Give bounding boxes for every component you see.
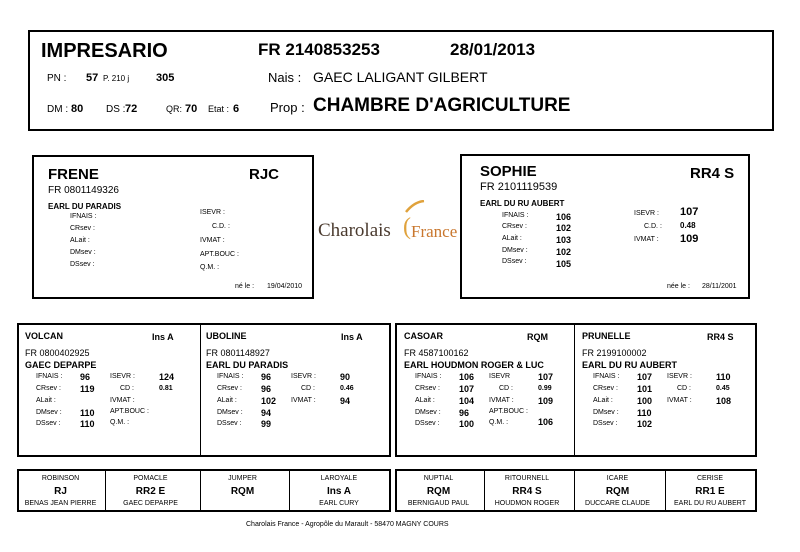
gp-alait-value: 100	[637, 396, 653, 406]
dam-crsev-value: 102	[556, 223, 572, 233]
gp-dssev-label: DSsev :	[217, 420, 242, 427]
sire-ifnais-label: IFNAIS :	[70, 213, 97, 220]
dam-qualification: RR4 S	[690, 165, 735, 182]
dam-ivmat-value: 109	[680, 233, 699, 245]
paternal-grandparents-box	[17, 323, 391, 457]
gp-ifnais-value: 106	[459, 372, 475, 382]
gp-alait-label: ALait :	[593, 397, 613, 404]
gp-breeder: EARL DU RU AUBERT	[582, 360, 678, 370]
gp-dmsev-label: DMsev :	[217, 409, 243, 416]
etat-label: Etat :	[208, 104, 230, 114]
ds-label: DS :	[106, 104, 126, 115]
dam-breeder: EARL DU RU AUBERT	[480, 199, 565, 208]
gp-qualification: RR4 S	[707, 332, 734, 342]
gp-crsev-value: 119	[80, 384, 95, 394]
ggp-qualification: Ins A	[326, 486, 352, 497]
gp-cd-value: 0.45	[716, 385, 730, 392]
ggp-name: NUPTIAL	[423, 475, 454, 482]
gp-id: FR 4587100162	[404, 348, 469, 358]
gp-dssev-label: DSsev :	[415, 420, 440, 427]
gp-divider	[200, 325, 201, 455]
gp-isevr-label: ISEVR :	[291, 373, 316, 380]
ggp-qualification: RR1 E	[695, 486, 725, 497]
dam-dssev-value: 105	[556, 259, 572, 269]
gp-crsev-label: CRsev :	[217, 385, 242, 392]
ggp-name: RITOURNELL	[504, 475, 550, 482]
gp-cd-label: CD :	[677, 385, 691, 392]
gp-name: PRUNELLE	[582, 331, 631, 341]
ds-value: 72	[125, 103, 138, 115]
ggp-breeder: DUCCARE CLAUDE	[585, 500, 650, 507]
gp-cd-value: 0.99	[538, 385, 552, 392]
gp-qm-label: Q.M. :	[110, 419, 130, 426]
sire-ivmat-label: IVMAT :	[200, 237, 225, 244]
sire-cd-label: C.D. :	[212, 223, 230, 230]
sire-alait-label: ALait :	[70, 237, 90, 244]
sire-qm-label: Q.M. :	[200, 264, 220, 271]
ggp-name: ROBINSON	[41, 475, 80, 482]
footer-address: Charolais France - Agropôle du Marault - 58470 MAGNY COURS	[246, 521, 449, 528]
gp-ivmat-value: 94	[340, 396, 351, 406]
ggp-breeder: EARL CURY	[319, 500, 359, 507]
gp-dmsev-value: 110	[80, 408, 95, 418]
gp-dssev-value: 110	[80, 419, 95, 429]
nais-value: GAEC LALIGANT GILBERT	[313, 69, 488, 85]
dm-value: 80	[71, 103, 84, 115]
gp-crsev-value: 96	[261, 384, 272, 394]
logo-word-charolais: Charolais	[318, 220, 391, 241]
ggp-breeder: GAEC DEPARPE	[123, 500, 178, 507]
gp-dmsev-value: 94	[261, 408, 272, 418]
gp-aptbouc-label: APT.BOUC :	[110, 408, 149, 415]
ggp-qualification: RJ	[54, 486, 67, 497]
gp-ivmat-label: IVMAT :	[291, 397, 316, 404]
gp-ifnais-label: IFNAIS :	[217, 373, 244, 380]
logo-bracket-icon: (	[403, 214, 411, 240]
gp-ivmat-label: IVMAT :	[489, 397, 514, 404]
nais-label: Nais :	[268, 70, 302, 85]
gp-cd-value: 0.46	[340, 385, 354, 392]
gp-ivmat-label: IVMAT :	[667, 397, 692, 404]
gp-ifnais-label: IFNAIS :	[593, 373, 620, 380]
gp-isevr-label: ISEVR :	[667, 373, 692, 380]
sire-breeder: EARL DU PARADIS	[48, 202, 122, 211]
gp-crsev-value: 107	[459, 384, 475, 394]
gp-divider	[574, 325, 575, 455]
logo-swoosh-icon	[404, 200, 426, 216]
gp-ifnais-value: 107	[637, 372, 653, 382]
gp-cd-value: 0.81	[159, 385, 173, 392]
maternal-grandparents-box	[395, 323, 757, 457]
gp-ivmat-label: IVMAT :	[110, 397, 135, 404]
logo-word-france: France	[411, 222, 458, 241]
gp-ivmat-value: 108	[716, 396, 732, 406]
dam-born-date: 28/11/2001	[702, 283, 737, 290]
ggp-qualification: RQM	[605, 486, 630, 497]
gp-isevr-value: 110	[716, 372, 731, 382]
gp-name: CASOAR	[404, 331, 444, 341]
sire-crsev-label: CRsev :	[70, 225, 95, 232]
ggp-qualification: RR2 E	[135, 486, 166, 497]
gp-dssev-value: 99	[261, 419, 272, 429]
gp-qm-value: 106	[538, 417, 554, 427]
gp-isevr-label: ISEVR :	[110, 373, 135, 380]
p210-value: 305	[156, 72, 175, 84]
dam-ifnais-value: 106	[556, 212, 572, 222]
dam-born-label: née le :	[667, 283, 690, 290]
qr-label: QR:	[166, 104, 183, 114]
gp-crsev-value: 101	[637, 384, 653, 394]
gp-dmsev-value: 96	[459, 408, 470, 418]
ggp-name: LAROYALE	[320, 475, 358, 482]
gp-ifnais-label: IFNAIS :	[36, 373, 63, 380]
dam-crsev-label: CRsev :	[502, 223, 527, 230]
dam-alait-label: ALait :	[502, 235, 522, 242]
ggp-qualification: RQM	[230, 486, 255, 497]
pn-label: PN :	[47, 73, 67, 84]
ggp-breeder: HOUDMON ROGER	[494, 500, 560, 507]
gp-dmsev-label: DMsev :	[36, 409, 62, 416]
gp-crsev-label: CRsev :	[36, 385, 61, 392]
gp-id: FR 0800402925	[25, 348, 90, 358]
gp-dmsev-label: DMsev :	[593, 409, 619, 416]
prop-label: Prop :	[270, 100, 305, 115]
sire-born-label: né le :	[235, 283, 255, 290]
gp-ifnais-value: 96	[80, 372, 91, 382]
ggp-name: ICARE	[606, 475, 629, 482]
dam-dmsev-label: DMsev :	[502, 247, 528, 254]
gp-alait-label: ALait :	[415, 397, 435, 404]
gp-name: VOLCAN	[25, 331, 63, 341]
dam-isevr-label: ISEVR :	[634, 210, 659, 217]
dam-cd-value: 0.48	[680, 221, 696, 230]
ggp-name: JUMPER	[228, 475, 257, 482]
gp-breeder: EARL DU PARADIS	[206, 360, 289, 370]
gp-cd-label: CD :	[301, 385, 315, 392]
gp-ifnais-value: 96	[261, 372, 272, 382]
dam-id: FR 2101119539	[480, 181, 558, 193]
sire-dmsev-label: DMsev :	[70, 249, 96, 256]
dam-alait-value: 103	[556, 235, 572, 245]
ggp-breeder: EARL DU RU AUBERT	[674, 500, 746, 507]
gp-dssev-label: DSsev :	[36, 420, 61, 427]
gp-dssev-value: 100	[459, 419, 475, 429]
dam-ivmat-label: IVMAT :	[634, 236, 659, 243]
gp-alait-label: ALait :	[217, 397, 237, 404]
dam-dssev-label: DSsev :	[502, 258, 527, 265]
sire-isevr-label: ISEVR :	[200, 209, 225, 216]
gp-alait-label: ALait :	[36, 397, 56, 404]
dam-isevr-value: 107	[680, 206, 699, 218]
gp-id: FR 0801148927	[206, 348, 270, 358]
gp-alait-value: 102	[261, 396, 277, 406]
gp-isevr-value: 90	[340, 372, 351, 382]
gp-qualification: Ins A	[341, 332, 363, 342]
pn-value: 57	[86, 72, 99, 84]
ggp-name: POMACLE	[133, 475, 168, 482]
gp-qualification: Ins A	[152, 332, 174, 342]
dam-ifnais-label: IFNAIS :	[502, 212, 529, 219]
gp-name: UBOLINE	[206, 331, 247, 341]
gp-isevr-label: ISEVR	[489, 373, 511, 380]
dam-cd-label: C.D. :	[644, 223, 662, 230]
animal-id: FR 2140853253	[258, 40, 380, 59]
prop-value: CHAMBRE D'AGRICULTURE	[313, 95, 571, 116]
etat-value: 6	[233, 103, 240, 115]
gp-crsev-label: CRsev :	[415, 385, 440, 392]
ggp-breeder: BENAS JEAN PIERRE	[24, 500, 97, 507]
ggp-breeder: BERNIGAUD PAUL	[407, 500, 470, 507]
gp-alait-value: 104	[459, 396, 475, 406]
dam-name: SOPHIE	[480, 163, 537, 180]
gp-isevr-value: 107	[538, 372, 554, 382]
sire-dssev-label: DSsev :	[70, 261, 95, 268]
sire-born-date: 19/04/2010	[267, 283, 303, 290]
gp-dssev-value: 102	[637, 419, 653, 429]
animal-name: IMPRESARIO	[41, 40, 168, 62]
gp-cd-label: CD :	[499, 385, 513, 392]
gp-ivmat-value: 109	[538, 396, 554, 406]
dm-label: DM :	[47, 104, 69, 115]
sire-qualification: RJC	[249, 166, 280, 183]
gp-dmsev-label: DMsev :	[415, 409, 441, 416]
sire-aptbouc-label: APT.BOUC :	[200, 251, 239, 258]
gp-dssev-label: DSsev :	[593, 420, 618, 427]
sire-id: FR 0801149326	[48, 185, 119, 196]
animal-header	[28, 30, 774, 131]
gp-dmsev-value: 110	[637, 408, 652, 418]
gp-id: FR 2199100002	[582, 348, 647, 358]
p210-label: P. 210 j	[103, 74, 130, 83]
gp-breeder: GAEC DEPARPE	[25, 360, 97, 370]
gp-crsev-label: CRsev :	[593, 385, 618, 392]
gp-isevr-value: 124	[159, 372, 175, 382]
sire-box	[32, 155, 314, 299]
dam-box	[460, 154, 750, 299]
ggp-name: CERISE	[696, 475, 724, 482]
ggp-qualification: RR4 S	[512, 486, 542, 497]
qr-value: 70	[185, 103, 198, 115]
edition-date: 28/01/2013	[450, 40, 536, 59]
gp-aptbouc-label: APT.BOUC :	[489, 408, 528, 415]
dam-dmsev-value: 102	[556, 247, 572, 257]
ggp-qualification: RQM	[426, 486, 451, 497]
sire-name: FRENE	[48, 166, 99, 183]
gp-ifnais-label: IFNAIS :	[415, 373, 442, 380]
gp-breeder: EARL HOUDMON ROGER & LUC	[404, 360, 544, 370]
gp-qualification: RQM	[527, 332, 548, 342]
charolais-france-logo	[316, 200, 456, 250]
gp-cd-label: CD :	[120, 385, 134, 392]
gp-qm-label: Q.M. :	[489, 419, 509, 426]
